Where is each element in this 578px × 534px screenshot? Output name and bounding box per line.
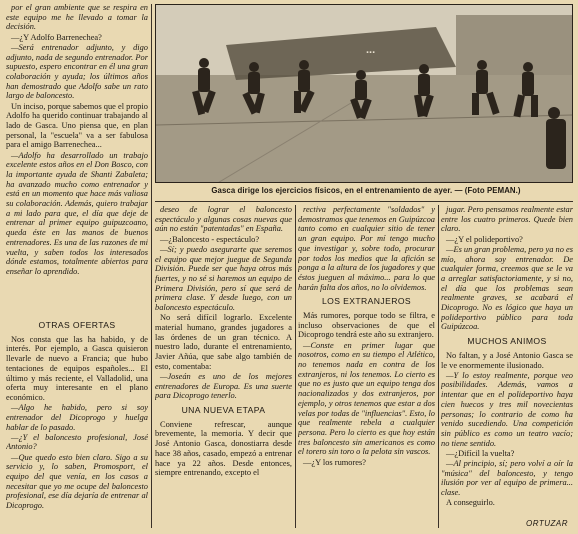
article-column-1	[6, 3, 148, 313]
paragraph: No será difícil lograrlo. Excelente material humano, grandes jugadores a las órdenes de un gran técnico. A nuestro lado, durante el entrenamiento, Javier Añúa, que sabe algo también de esto, comentaba:	[155, 313, 292, 371]
photo-caption: Gasca dirige los ejercicios físicos, en el entrenamiento de ayer. — (Foto PEMAN.)	[211, 186, 521, 195]
section-heading: MUCHOS ANIMOS	[467, 336, 547, 347]
paragraph: Nos consta que las ha habido, y de interés. Por ejemplo, a Gasca quisieron llevarle de nuevo a Francia; que hubo tentaciones de equipos españoles... El último y más reciente, el Valladolid, una oferta muy interesante en el plano económico.	[6, 334, 148, 402]
paragraph: —¿Difícil la vuelta?	[446, 448, 515, 458]
paragraph: —Algo he habido, pero si soy entrenador del Dicoprogo y huelga hablar de lo pasado.	[6, 403, 148, 432]
article-column-4	[441, 205, 573, 515]
paragraph: —Conste en primer lugar que nosotros, como en su tiempo el Atlético, no tenemos nada en contra de los extranjeros, ni los tenemos. Lo cierto es que no es justo que un equipo tenga dos nacionalizados y dos extranjeros, por ejemplo, y otros tenemos que estar a dos velas por todas de "influencias". Esto, lo que realmente rebela a cualquier persona. Pero lo cierto es que hoy están tres baloncesto sin americanos es como el torero sin toro o la pelota sin vascos.	[298, 340, 435, 457]
article-column-3	[298, 205, 435, 528]
paragraph: —¿Baloncesto - espectáculo?	[160, 234, 260, 244]
paragraph: —Es un gran problema, pero ya no es mío, ahora soy entrenador. De cualquier forma, creemos que se le va a arreglar satisfactoriamente, y si no, el día que los problemas sean realmente graves, se acabará el Dicoprogo. No es lógico que haya un polideportivo público para toda Guipúzcoa.	[441, 244, 573, 332]
paragraph: deseo de lograr el baloncesto espectáculo y algunas cosas nuevas que aún no están "patentadas" en España.	[155, 205, 292, 234]
column-divider	[295, 205, 296, 528]
author-signature: ORTUZAR	[525, 519, 568, 528]
column-divider	[438, 205, 439, 528]
paragraph: Un inciso, porque sabemos que el propio Adolfo ha querido continuar trabajando al lado de Gasca. Uno piensa que, en plan personal, la "escuela" va a ser fabulosa para el amigo Barrenechea...	[6, 101, 148, 150]
caption-divider	[155, 201, 573, 202]
paragraph: rectiva perfectamente "soldados" y demostramos que tenemos en Guipúzcoa tanto como en cualquier sitio de tener un gran equipo. Por mí tengo mucho que investigar y, sobre todo, procurar por todos los medios que la afición se ponga a la altura de los jugadores y que éstos jueguen al máximo... para lo que harán falta dos años, no lo olvidemos.	[298, 205, 435, 292]
paragraph: —¿Y Adolfo Barrenechea?	[11, 32, 102, 42]
article-column-1b	[6, 316, 148, 528]
paragraph: —¿Y los rumores?	[303, 457, 366, 467]
article-column-2	[155, 205, 292, 528]
paragraph: jugar. Pero pensamos realmente estar entre los cuatro primeros. Quede bien claro.	[441, 205, 573, 234]
paragraph: —Que quedo esto bien claro. Sigo a su servicio y, lo saben, Promosport, el equipo del que venía, en los casos a necesitar que yo me ocupe del baloncesto profesional, ese día dejaría de entrenar al Dicoprogo.	[6, 452, 148, 511]
paragraph: —¿Y el baloncesto profesional, José Antonio?	[6, 432, 148, 452]
paragraph: Conviene refrescar, aunque brevemente, la memoria. Y decir que José Antonio Gasca, donostiarra desde hace 38 años, casado, empezó a entrenar hace ya 22 años. Desde entonces, siempre entrenando, excepto el	[155, 419, 292, 478]
column-divider	[151, 4, 152, 528]
photo-scene	[156, 5, 573, 183]
training-photo	[155, 4, 573, 183]
paragraph: —Al principio, sí; pero volví a oír la "música" del baloncesto, y tengo ilusión por ver al equipo de primera... clase.	[441, 459, 573, 498]
paragraph: A conseguirlo.	[446, 498, 495, 508]
section-heading: LOS EXTRANJEROS	[321, 296, 412, 307]
paragraph: —Será entrenador adjunto, y digo adjunto, nada de segundo entrenador. Por supuesto, espero encontrar en él una gran colaboración y ayuda; los últimos años han demostrado que Adolfo sabe un rato largo de baloncesto.	[6, 42, 148, 101]
section-heading: UNA NUEVA ETAPA	[181, 405, 266, 416]
section-heading: OTRAS OFERTAS	[38, 320, 116, 330]
paragraph: Más rumores, porque todo se filtra, e incluso observaciones de que el Dicoprogo tendrá este año su extranjero.	[298, 311, 435, 340]
paragraph: —Joseán es uno de los mejores entrenadores de Europa. Es una suerte para Dicoprogo tenerlo.	[155, 371, 292, 401]
banner-text: ...	[366, 44, 376, 56]
paragraph: por el gran ambiente que se respira en este equipo me he llevado a tomar la decisión.	[6, 3, 148, 32]
paragraph: —¿Y el polideportivo?	[446, 234, 523, 244]
paragraph: —Adolfo ha desarrollado un trabajo excelente estos años en el Don Bosco, con la importante ayuda de Shanti Zabaleta; ha avanzado mucho como entrenador y está en un momento que hace más valiosa su colaboración. Además, quiero trabajar a mi lado para que, el día que deje de entrenar al primer equipo guipuzcoano, queda éste en las manos de buenos entrenadores. Es una de las razones de mi vuelta, y saben todos los interesados dónde estamos, totalmente abiertos para enseñar lo aprendido.	[6, 150, 148, 276]
paragraph: —Sí; y puedo asegurarte que seremos el equipo que mejor juegue de Segunda División. Puede ser que haya otros más fuertes, y no sé si haremos un equipo de Primera División, pero sí que será de primera clase. Y desde luego, con un baloncesto espectáculo.	[155, 244, 292, 313]
paragraph: No faltan, y a José Antonio Gasca se le ve enormemente ilusionado.	[441, 350, 573, 370]
paragraph: —Y lo estoy realmente, porque veo posibilidades. Además, vamos a intentar que en el polideportivo haya cien huecos y tres mil novecientas personas; lo contrario de como ha venido sucediendo. Una competición sin público es como un teatro vacío; no tiene sentido.	[441, 370, 573, 448]
